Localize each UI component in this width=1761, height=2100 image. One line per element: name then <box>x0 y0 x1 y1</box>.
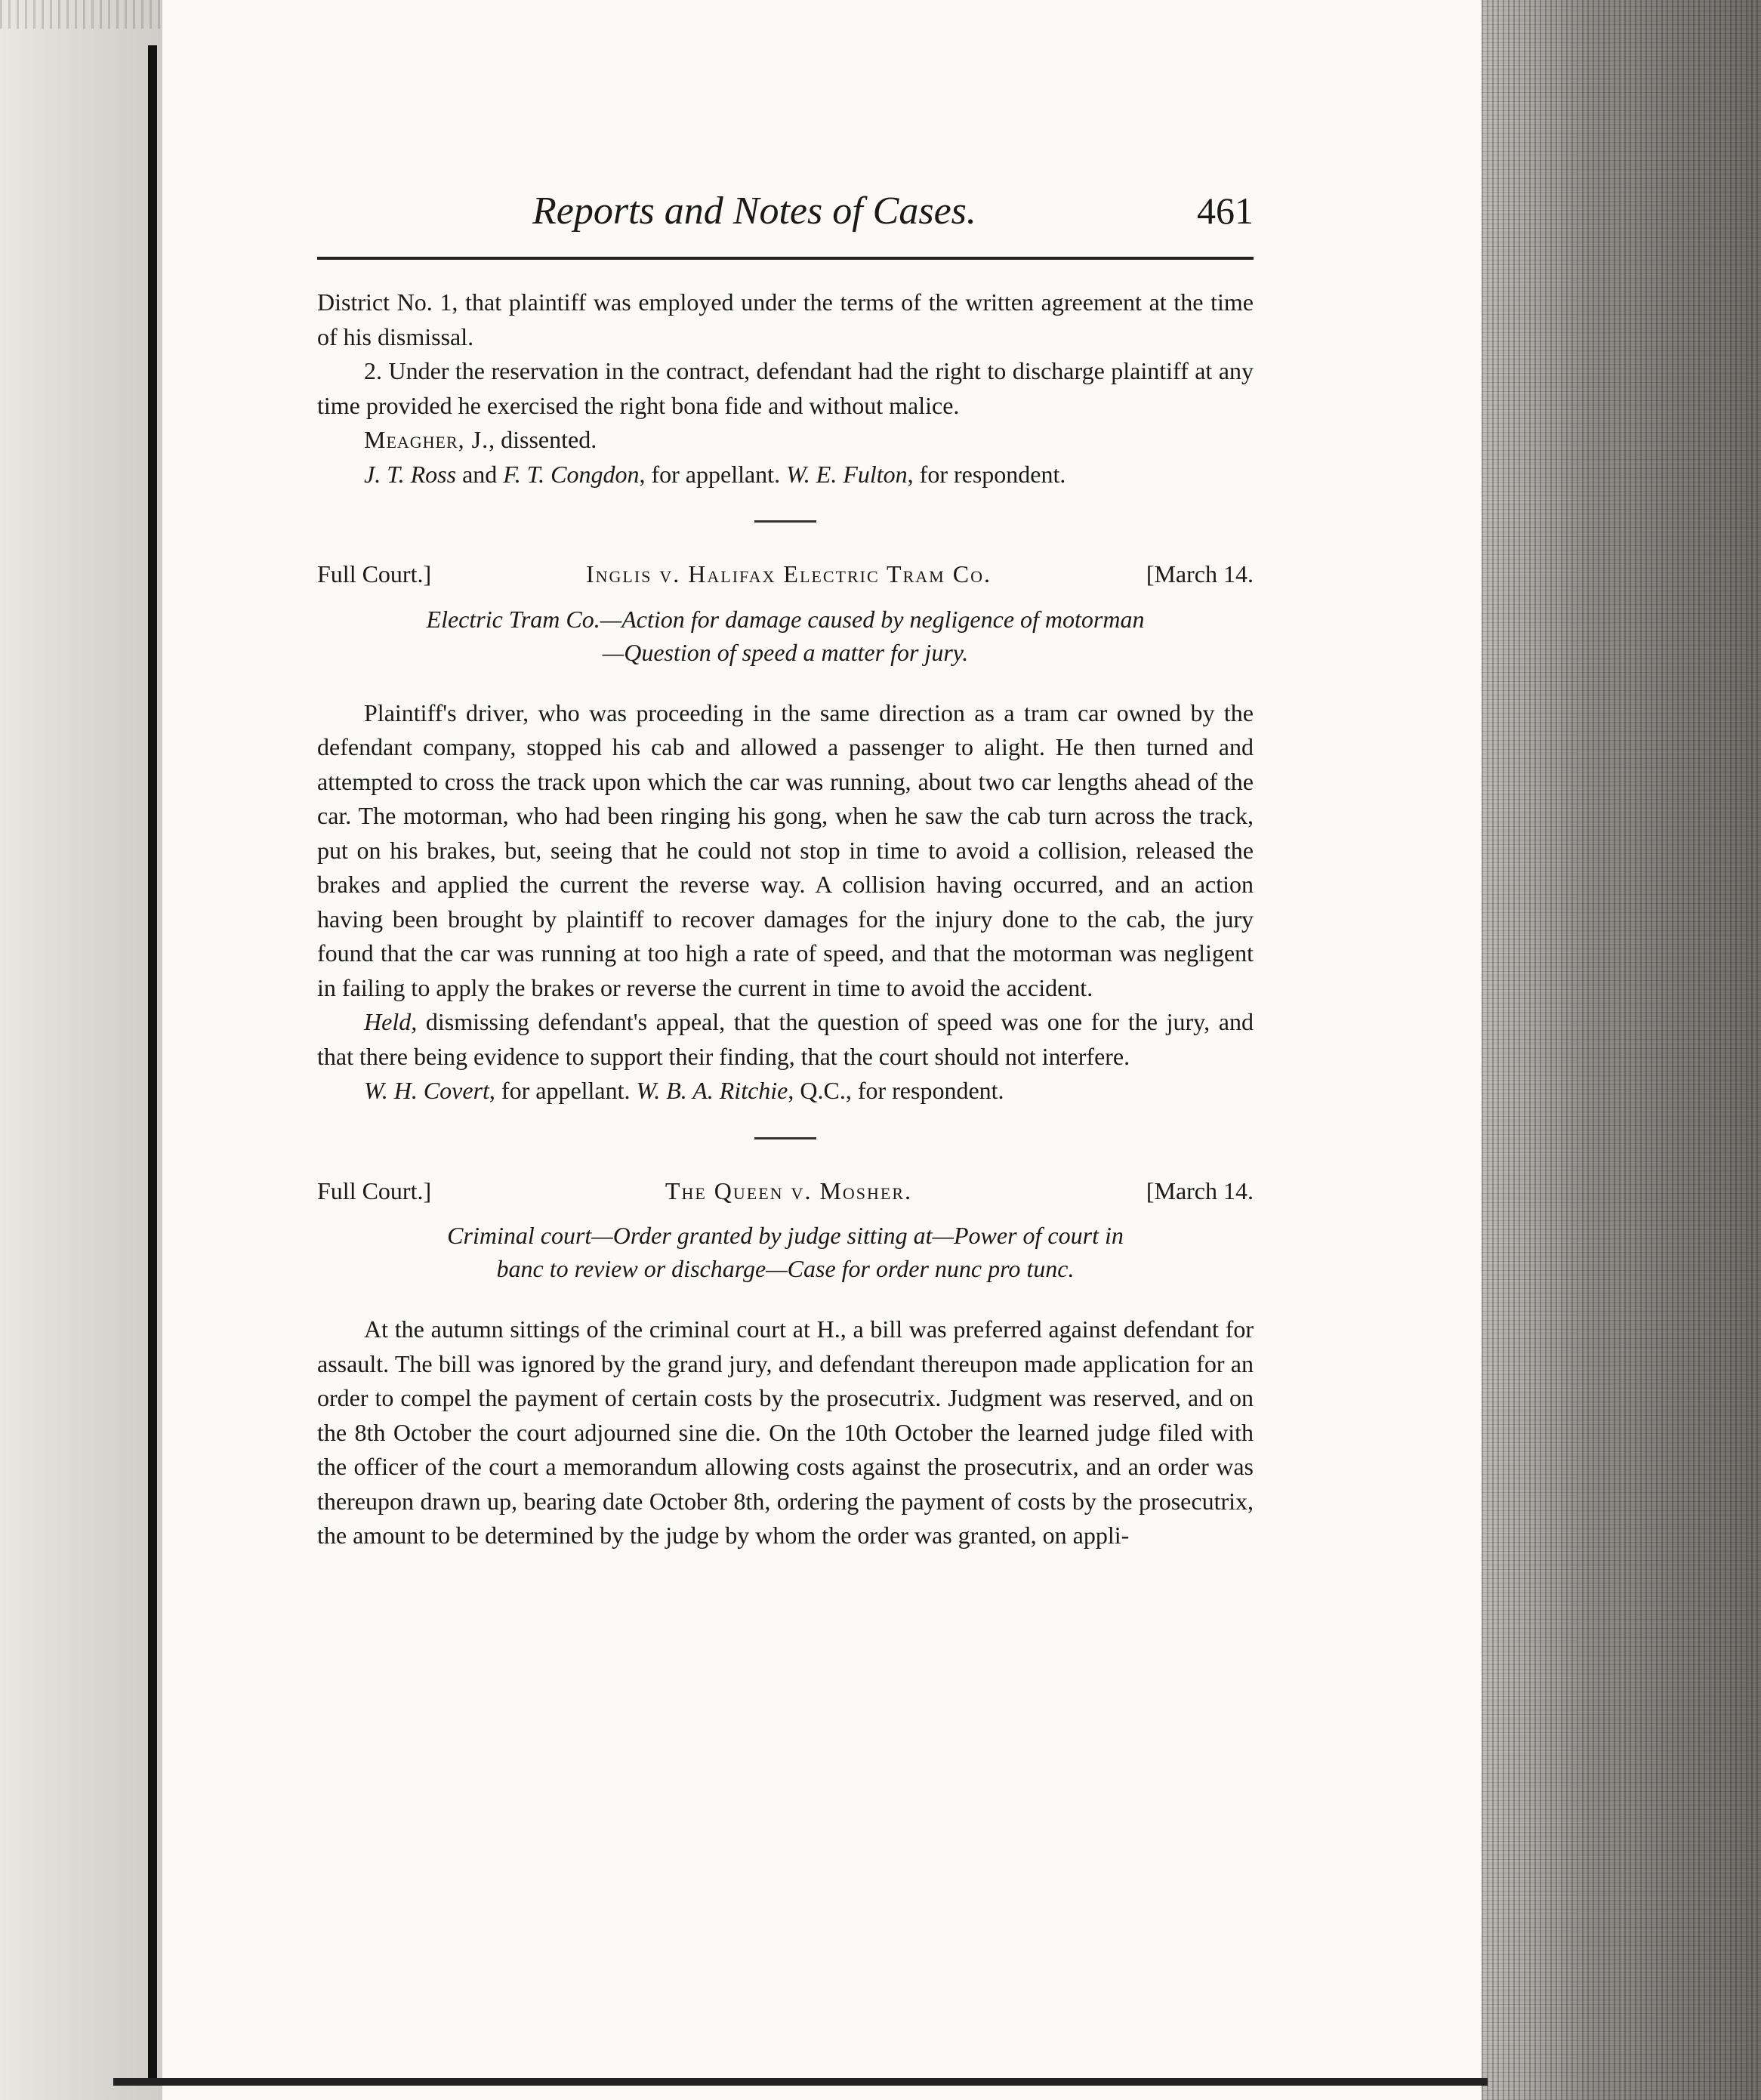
counsel-role: , for respondent. <box>907 460 1066 488</box>
case-heading <box>317 557 1254 592</box>
counsel-role: , for appellant. <box>489 1077 637 1104</box>
case-date: [March 14. <box>1146 560 1254 587</box>
counsel-role: , for appellant. <box>639 460 787 488</box>
court-label: Full Court.] <box>317 560 432 587</box>
counsel-role: , Q.C., for respondent. <box>788 1077 1004 1104</box>
scan-bottom-edge <box>113 2078 1488 2086</box>
page-header <box>370 189 1254 249</box>
counsel-name: W. H. Covert <box>364 1077 489 1104</box>
prev-case-paragraph-2: 2. Under the reservation in the contract, defendant had the right to discharge plaintiff at any time provided he exercised the right bona fide and without malice. <box>317 357 1254 419</box>
court-label: Full Court.] <box>317 1176 432 1204</box>
case-holding <box>317 1005 1254 1074</box>
case-counsel <box>317 1074 1254 1109</box>
case-headnote <box>317 1219 1254 1285</box>
held-label: Held, <box>364 1008 418 1035</box>
case-title: Inglis v. Halifax Electric Tram Co. <box>585 560 992 587</box>
scan-left-margin <box>0 0 162 2100</box>
headnote-line: banc to review or discharge—Case for order nunc pro tunc. <box>496 1255 1075 1282</box>
book-gutter <box>148 45 157 2084</box>
case-date: [March 14. <box>1146 1176 1254 1204</box>
counsel-conjunction: and <box>456 460 504 488</box>
page-number: 461 <box>1197 190 1254 232</box>
case-separator <box>754 520 816 523</box>
held-text: dismissing defendant's appeal, that the question of speed was one for the jury, and that there being evidence to support their finding, that the court should not interfere. <box>317 1008 1254 1070</box>
prev-case-paragraph-1: District No. 1, that plaintiff was employed under the terms of the written agreement at the time of his dismissal. <box>317 288 1254 350</box>
headnote-line: Criminal court—Order granted by judge sitting at—Power of court in <box>447 1222 1124 1249</box>
case-title: The Queen v. Mosher. <box>665 1176 913 1204</box>
page-body <box>317 285 1254 1553</box>
counsel-name: W. B. A. Ritchie <box>636 1077 788 1104</box>
dissent-text: , dissented. <box>489 426 597 453</box>
counsel-name: J. T. Ross <box>364 460 457 488</box>
counsel-name: F. T. Congdon <box>503 460 640 488</box>
case-separator <box>754 1137 816 1139</box>
counsel-name: W. E. Fulton <box>786 460 908 488</box>
case-facts: Plaintiff's driver, who was proceeding in the same direction as a tram car owned by the defendant company, stopped his cab and allowed a passenger to alight. He then turned and attempted to cross the track upon which the car was running, about two car lengths ahead of the car. The motorman, who had been ringing his gong, when he saw the cab turn across the track, put on his brakes, but, seeing that he could not stop in time to avoid a collision, released the brakes and applied the current the reverse way. A collision having occurred, and an action having been brought by plaintiff to recover damages for the injury done to the cab, the jury found that the car was running at too high a rate of speed, and that the motorman was negligent in failing to apply the brakes or reverse the current in time to avoid the accident. <box>317 698 1254 1001</box>
header-rule <box>317 257 1254 260</box>
scan-right-pages <box>1482 0 1761 2100</box>
case-heading <box>317 1174 1254 1209</box>
case-facts: At the autumn sittings of the criminal court at H., a bill was preferred against defendant for assault. The bill was ignored by the grand jury, and defendant thereupon made application for an order to compel the payment of certain costs by the prosecutrix. Judgment was reserved, and on the 8th October the court adjourned sine die. On the 10th October the learned judge filed with the officer of the court a memorandum allowing costs against the prosecutrix, and an order was thereupon drawn up, bearing date October 8th, ordering the payment of costs by the prosecutrix, the amount to be determined by the judge by whom the order was granted, on appli- <box>317 1315 1254 1549</box>
dissent-judge: Meagher, J. <box>364 426 489 453</box>
dissent-line <box>317 423 1254 458</box>
headnote-line: Electric Tram Co.—Action for damage caused by negligence of motorman <box>426 605 1145 633</box>
headnote-line: —Question of speed a matter for jury. <box>602 638 969 666</box>
case-headnote <box>317 603 1254 669</box>
running-title: Reports and Notes of Cases. <box>532 190 976 233</box>
prev-case-counsel <box>317 458 1254 492</box>
